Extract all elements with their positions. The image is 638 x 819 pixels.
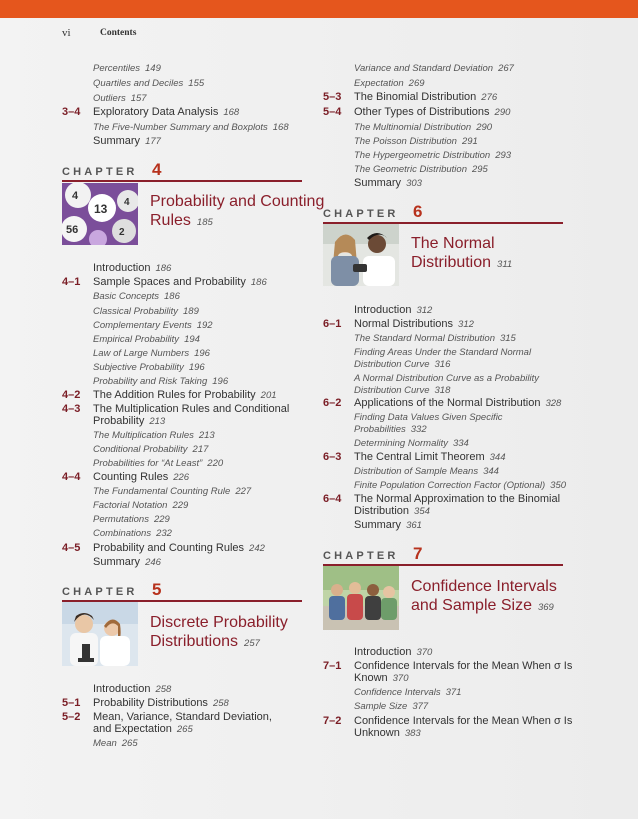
- chapter-label: CHAPTER: [323, 208, 399, 220]
- section-number: 4–3: [62, 403, 81, 415]
- toc-section[interactable]: Other Types of Distributions 290: [354, 106, 511, 118]
- chapter-title[interactable]: The Normal Distribution 311: [411, 235, 513, 271]
- toc-entry[interactable]: A Normal Distribution Curve as a Probability: [354, 373, 539, 384]
- toc-section-cont[interactable]: Probability 213: [93, 415, 166, 427]
- lab-scientists-image: [62, 602, 138, 666]
- toc-entry[interactable]: Combinations 232: [93, 528, 172, 539]
- toc-entry[interactable]: The Standard Normal Distribution 315: [354, 333, 516, 344]
- chapter-title[interactable]: Probability and Counting Rules 185: [150, 193, 325, 229]
- top-color-bar: [0, 0, 638, 18]
- toc-entry[interactable]: The Multiplication Rules 213: [93, 430, 215, 441]
- toc-entry[interactable]: The Hypergeometric Distribution 293: [354, 150, 512, 161]
- toc-entry[interactable]: Percentiles 149: [93, 63, 161, 74]
- toc-entry[interactable]: Empirical Probability 194: [93, 334, 200, 345]
- section-number: 5–2: [62, 711, 81, 723]
- page-number: vi: [62, 27, 71, 39]
- toc-intro[interactable]: Introduction 258: [93, 683, 172, 695]
- toc-entry[interactable]: Complementary Events 192: [93, 320, 213, 331]
- students-group-image: [323, 566, 399, 630]
- toc-entry[interactable]: Finding Data Values Given Specific: [354, 412, 503, 423]
- chapter-label: CHAPTER: [62, 586, 138, 598]
- section-number: 7–1: [323, 660, 342, 672]
- toc-entry[interactable]: The Multinomial Distribution 290: [354, 122, 493, 133]
- toc-summary[interactable]: Summary 177: [93, 135, 161, 147]
- section-number: 3–4: [62, 106, 81, 118]
- toc-intro[interactable]: Introduction 312: [354, 304, 433, 316]
- toc-section-cont[interactable]: Distribution 354: [354, 505, 430, 517]
- toc-entry[interactable]: Permutations 229: [93, 514, 170, 525]
- section-number: 5–3: [323, 91, 342, 103]
- toc-entry[interactable]: Law of Large Numbers 196: [93, 348, 210, 359]
- toc-entry[interactable]: The Fundamental Counting Rule 227: [93, 486, 252, 497]
- toc-entry[interactable]: Quartiles and Deciles 155: [93, 78, 205, 89]
- doctor-patient-image: [323, 224, 399, 286]
- toc-section[interactable]: The Normal Approximation to the Binomial: [354, 493, 561, 505]
- section-number: 5–4: [323, 106, 342, 118]
- toc-section[interactable]: Probability and Counting Rules 242: [93, 542, 265, 554]
- section-number: 6–3: [323, 451, 342, 463]
- section-number: 7–2: [323, 715, 342, 727]
- toc-entry[interactable]: Mean 265: [93, 738, 138, 749]
- toc-section-cont[interactable]: and Expectation 265: [93, 723, 193, 735]
- section-number: 4–4: [62, 471, 81, 483]
- toc-section[interactable]: The Addition Rules for Probability 201: [93, 389, 277, 401]
- toc-section[interactable]: Mean, Variance, Standard Deviation,: [93, 711, 272, 723]
- svg-text:2: 2: [119, 227, 125, 238]
- toc-entry[interactable]: Finding Areas Under the Standard Normal: [354, 347, 532, 358]
- chapter-number: 5: [152, 580, 162, 599]
- toc-section[interactable]: Normal Distributions 312: [354, 318, 474, 330]
- toc-entry-cont[interactable]: Distribution Curve 316: [354, 359, 451, 370]
- toc-summary[interactable]: Summary 246: [93, 556, 161, 568]
- toc-section[interactable]: Counting Rules 226: [93, 471, 190, 483]
- toc-entry-cont[interactable]: Probabilities 332: [354, 424, 427, 435]
- section-number: 4–1: [62, 276, 81, 288]
- toc-section[interactable]: The Multiplication Rules and Conditional: [93, 403, 290, 415]
- toc-entry[interactable]: Variance and Standard Deviation 267: [354, 63, 514, 74]
- toc-entry[interactable]: Distribution of Sample Means 344: [354, 466, 499, 477]
- toc-entry[interactable]: Confidence Intervals 371: [354, 687, 462, 698]
- toc-section[interactable]: Confidence Intervals for the Mean When σ Is: [354, 715, 573, 727]
- toc-entry[interactable]: Determining Normality 334: [354, 438, 469, 449]
- chapter-number: 7: [413, 544, 423, 563]
- chapter-label: CHAPTER: [62, 166, 138, 178]
- toc-entry[interactable]: Sample Size 377: [354, 701, 429, 712]
- lottery-balls-image: [62, 183, 138, 245]
- toc-section[interactable]: Applications of the Normal Distribution 328: [354, 397, 562, 409]
- toc-intro[interactable]: Introduction 370: [354, 646, 433, 658]
- toc-entry[interactable]: The Poisson Distribution 291: [354, 136, 478, 147]
- toc-entry[interactable]: Classical Probability 189: [93, 306, 199, 317]
- section-number: 6–2: [323, 397, 342, 409]
- chapter-rule: [62, 180, 302, 182]
- svg-text:13: 13: [94, 202, 108, 216]
- toc-section[interactable]: Sample Spaces and Probability 186: [93, 276, 267, 288]
- toc-entry[interactable]: The Five-Number Summary and Boxplots 168: [93, 122, 289, 133]
- toc-entry[interactable]: Probabilities for “At Least” 220: [93, 458, 224, 469]
- chapter-title[interactable]: Discrete Probability Distributions 257: [150, 614, 288, 650]
- running-header: Contents: [100, 28, 137, 38]
- chapter-title[interactable]: Confidence Intervals and Sample Size 369: [411, 578, 557, 614]
- toc-intro[interactable]: Introduction 186: [93, 262, 172, 274]
- toc-section[interactable]: Confidence Intervals for the Mean When σ Is: [354, 660, 573, 672]
- toc-entry[interactable]: Probability and Risk Taking 196: [93, 376, 229, 387]
- toc-section[interactable]: Probability Distributions 258: [93, 697, 229, 709]
- chapter-number: 6: [413, 202, 423, 221]
- toc-entry[interactable]: Factorial Notation 229: [93, 500, 189, 511]
- section-number: 4–2: [62, 389, 81, 401]
- toc-entry[interactable]: Expectation 269: [354, 78, 425, 89]
- section-number: 5–1: [62, 697, 81, 709]
- toc-section-cont[interactable]: Known 370: [354, 672, 409, 684]
- toc-entry[interactable]: The Geometric Distribution 295: [354, 164, 488, 175]
- section-number: 6–4: [323, 493, 342, 505]
- toc-entry[interactable]: Subjective Probability 196: [93, 362, 205, 373]
- toc-entry-cont[interactable]: Distribution Curve 318: [354, 385, 451, 396]
- toc-entry[interactable]: Conditional Probability 217: [93, 444, 209, 455]
- toc-section[interactable]: The Binomial Distribution 276: [354, 91, 498, 103]
- toc-entry[interactable]: Finite Population Correction Factor (Optional) 350: [354, 480, 567, 491]
- toc-section-cont[interactable]: Unknown 383: [354, 727, 421, 739]
- toc-summary[interactable]: Summary 303: [354, 177, 422, 189]
- toc-entry[interactable]: Basic Concepts 186: [93, 291, 180, 302]
- toc-summary[interactable]: Summary 361: [354, 519, 422, 531]
- section-number: 6–1: [323, 318, 342, 330]
- toc-entry[interactable]: Outliers 157: [93, 93, 147, 104]
- toc-section[interactable]: Exploratory Data Analysis 168: [93, 106, 240, 118]
- svg-text:4: 4: [124, 197, 130, 208]
- svg-text:56: 56: [66, 224, 79, 236]
- svg-text:4: 4: [72, 190, 79, 202]
- chapter-label: CHAPTER: [323, 550, 399, 562]
- chapter-number: 4: [152, 160, 162, 179]
- section-number: 4–5: [62, 542, 81, 554]
- toc-section[interactable]: The Central Limit Theorem 344: [354, 451, 506, 463]
